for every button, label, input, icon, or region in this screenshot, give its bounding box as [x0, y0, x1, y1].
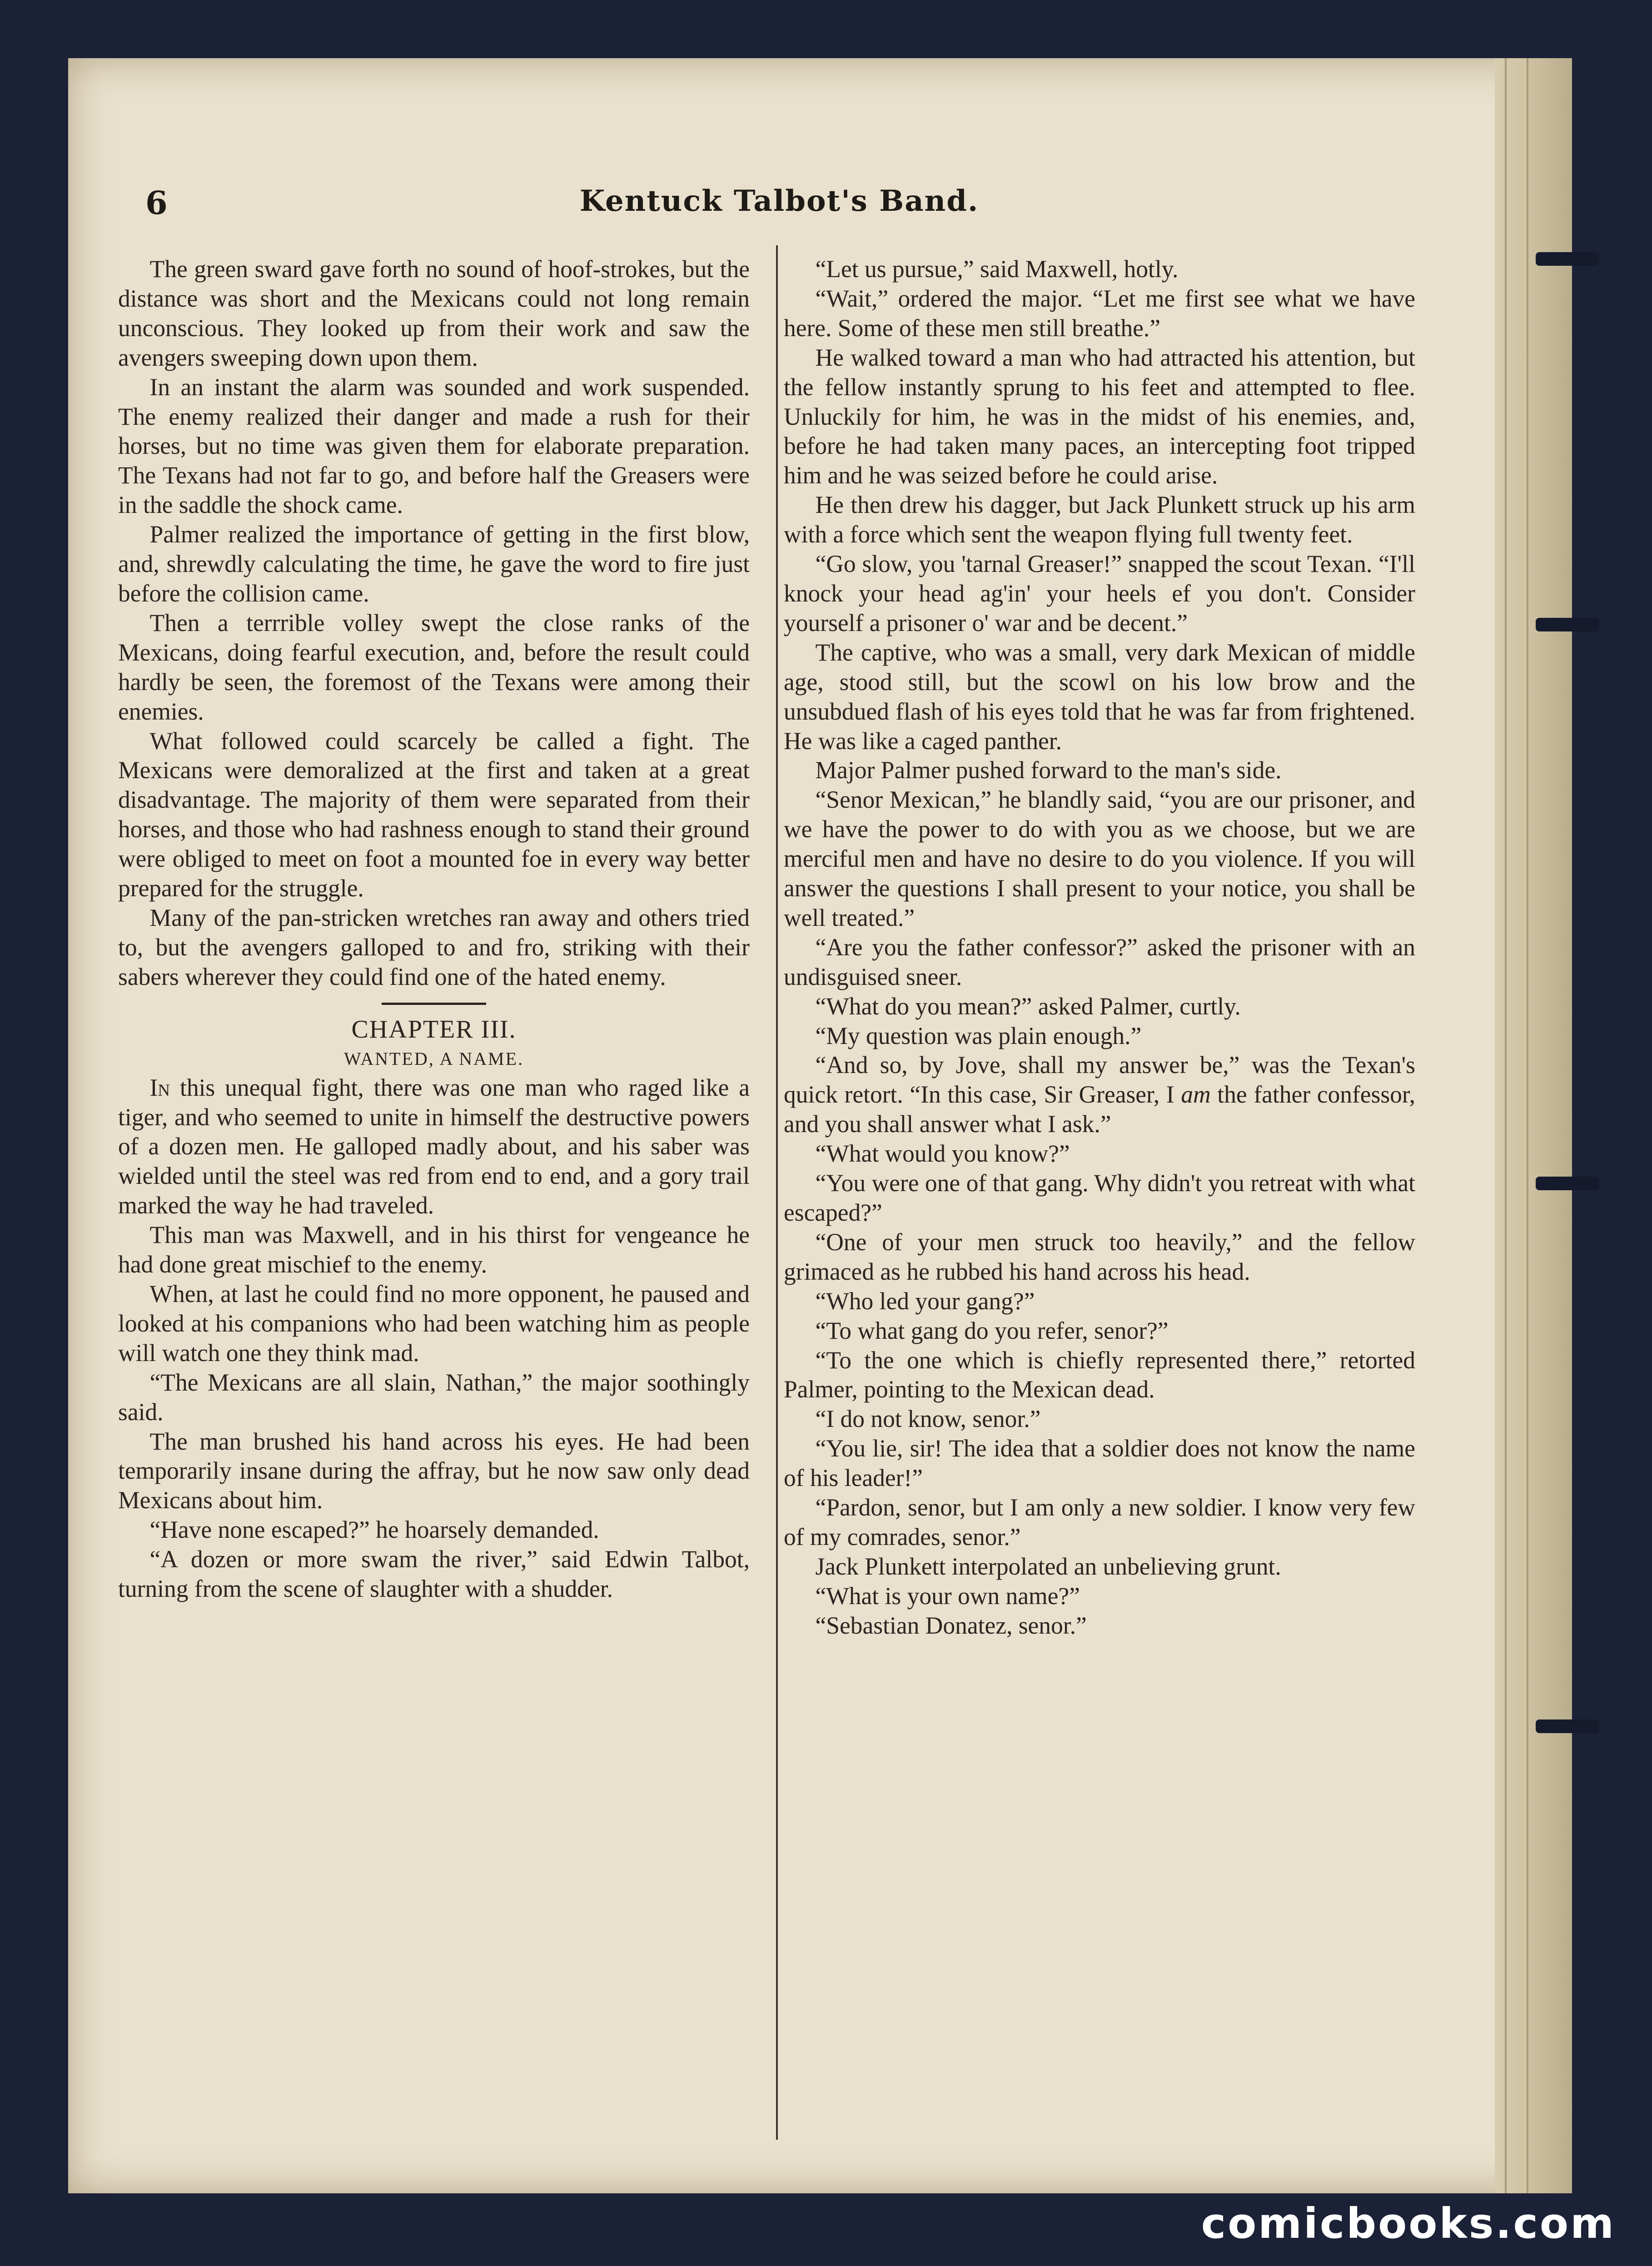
site-watermark: comicbooks.com	[1201, 2199, 1616, 2248]
paragraph: He walked toward a man who had attracted his attention, but the fellow instantly sprung to his feet and attempted to flee. Unluckily for him, he was in the midst of his enemies, and, before he had taken many paces, an intercepting foot tripped him and he was seized before he could arise.	[784, 343, 1415, 489]
chapter-opening-paragraph	[118, 1073, 750, 1221]
paragraph: “Have none escaped?” he hoarsely demanded.	[149, 1516, 599, 1544]
paragraph: “What is your own name?”	[815, 1582, 1080, 1610]
paragraph: When, at last he could find no more opponent, he paused and looked at his companions who had been watching him as people will watch one they think mad.	[118, 1280, 750, 1367]
paragraph: He then drew his dagger, but Jack Plunkett struck up his arm with a force which sent the weapon flying full twenty feet.	[784, 491, 1415, 548]
right-column	[784, 254, 1415, 2162]
paragraph: “Senor Mexican,” he blandly said, “you are our prisoner, and we have the power to do with you as we choose, but we are merciful men and have no desire to do you violence. If you will answer the questions I shall present to your notice, you shall be well treated.”	[784, 786, 1415, 931]
paragraph: The green sward gave forth no sound of hoof-strokes, but the distance was short and the Mexicans could not long remain unconscious. They looked up from their work and saw the avengers sweeping down upon them.	[118, 255, 750, 371]
left-column	[118, 254, 750, 2162]
paragraph: “To the one which is chiefly represented there,” retorted Palmer, pointing to the Mexican dead.	[784, 1346, 1415, 1403]
chapter-subtitle: WANTED, A NAME.	[343, 1048, 524, 1069]
paragraph-text: this unequal fight, there was one man who raged like a tiger, and who seemed to unite in himself the destructive powers of a dozen men. He galloped madly about, and his saber was wielded until the steel was red from end to end, and a gory trail marked the way he had traveled.	[118, 1073, 750, 1219]
binding-stitch	[1536, 618, 1599, 631]
paragraph: “Go slow, you 'tarnal Greaser!” snapped the scout Texan. “I'll knock your head ag'in' your heels ef you don't. Consider yourself a prisoner o' war and be decent.”	[784, 550, 1415, 636]
binding-stitch	[1536, 1177, 1599, 1190]
section-rule	[382, 1003, 486, 1005]
paragraph: “You were one of that gang. Why didn't you retreat with what escaped?”	[784, 1169, 1415, 1226]
paragraph: “Wait,” ordered the major. “Let me first see what we have here. Some of these men still breathe.”	[784, 284, 1415, 342]
paragraph: “Let us pursue,” said Maxwell, hotly.	[815, 255, 1179, 283]
paragraph: “My question was plain enough.”	[815, 1022, 1142, 1049]
paragraph: The man brushed his hand across his eyes. He had been temporarily insane during the affray, but he now saw only dead Mexicans about him.	[118, 1427, 750, 1514]
paragraph: Jack Plunkett interpolated an unbelieving grunt.	[815, 1552, 1281, 1580]
paragraph: Many of the pan-stricken wretches ran away and others tried to, but the avengers galloped to and fro, striking with their sabers wherever they could find one of the hated enemy.	[118, 904, 750, 990]
paragraph: “Sebastian Donatez, senor.”	[815, 1611, 1087, 1639]
paragraph: “What would you know?”	[815, 1140, 1070, 1168]
retort-paragraph	[784, 1050, 1415, 1139]
paragraph: This man was Maxwell, and in his thirst for vengeance he had done great mischief to the enemy.	[118, 1221, 750, 1278]
paragraph: “Pardon, senor, but I am only a new soldier. I know very few of my comrades, senor.”	[784, 1494, 1415, 1550]
page-number: 6	[145, 184, 168, 222]
running-title: Kentuck Talbot's Band.	[579, 184, 979, 218]
paragraph: The captive, who was a small, very dark Mexican of middle age, stood still, but the scowl on his low brow and the unsubdued flash of his eyes told that he was far from frightened. He was like a caged panther.	[784, 638, 1415, 755]
spine-crease	[1527, 58, 1528, 2193]
paragraph: What followed could scarcely be called a fight. The Mexicans were demoralized at the first and taken at a great disadvantage. The majority of them were separated from their horses, and those who had rashness enough to stand their ground were obliged to meet on foot a mounted foe in every way better prepared for the struggle.	[118, 727, 750, 902]
spine-crease	[1505, 58, 1507, 2193]
paragraph: “What do you mean?” asked Palmer, curtly.	[815, 992, 1241, 1020]
paragraph: “One of your men struck too heavily,” and the fellow grimaced as he rubbed his hand across his head.	[784, 1228, 1415, 1285]
column-divider	[776, 245, 778, 2140]
binding-stitch	[1536, 1719, 1599, 1733]
paragraph-text: “And so, by Jove, shall my answer be,” was the Texan's quick retort. “In this case, Sir Greaser, I	[784, 1051, 1415, 1108]
binding-stitch	[1536, 252, 1599, 266]
paragraph: “Are you the father confessor?” asked the prisoner with an undisguised sneer.	[784, 933, 1415, 990]
emphasis-word: am	[1181, 1081, 1211, 1108]
drop-lead-word: In	[149, 1073, 170, 1101]
page-spine	[1495, 58, 1572, 2193]
paragraph-text: the father confessor, and you shall answer what I ask.”	[784, 1081, 1415, 1138]
paragraph: Major Palmer pushed forward to the man's side.	[815, 756, 1282, 784]
page-header	[145, 184, 1413, 225]
paragraph: “A dozen or more swam the river,” said Edwin Talbot, turning from the scene of slaughter with a shudder.	[118, 1545, 750, 1603]
paragraph: “The Mexicans are all slain, Nathan,” the major soothingly said.	[118, 1368, 750, 1426]
chapter-title: CHAPTER III.	[351, 1015, 517, 1044]
paragraph: Then a terrrible volley swept the close ranks of the Mexicans, doing fearful execution, and, before the result could hardly be seen, the foremost of the Texans were among their enemies.	[118, 609, 750, 725]
paragraph: “To what gang do you refer, senor?”	[815, 1317, 1169, 1344]
paragraph: In an instant the alarm was sounded and work suspended. The enemy realized their danger and made a rush for their horses, but no time was given them for elaborate preparation. The Texans had not far to go, and before half the Greasers were in the saddle the shock came.	[118, 373, 750, 519]
paragraph: “You lie, sir! The idea that a soldier does not know the name of his leader!”	[784, 1435, 1415, 1492]
paragraph: “I do not know, senor.”	[815, 1405, 1041, 1433]
paragraph: “Who led your gang?”	[815, 1287, 1035, 1315]
paragraph: Palmer realized the importance of getting in the first blow, and, shrewdly calculating the time, he gave the word to fire just before the collision came.	[118, 521, 750, 607]
